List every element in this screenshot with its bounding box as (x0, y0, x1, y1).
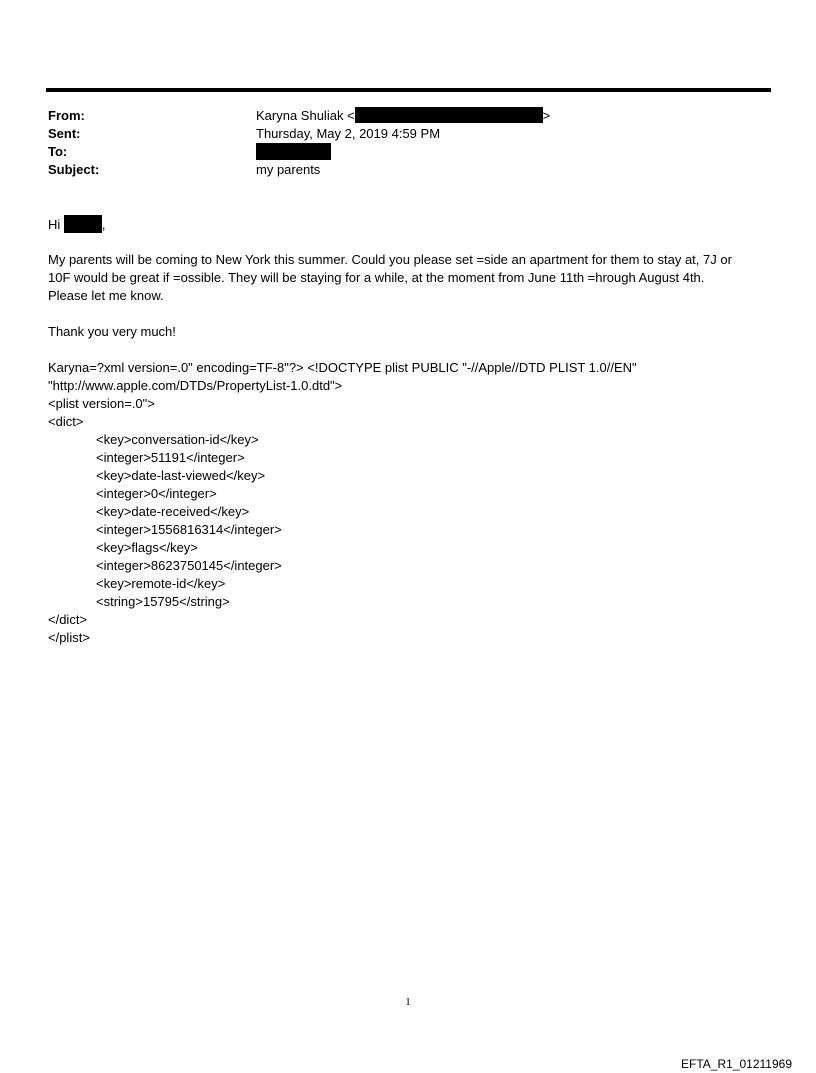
greeting-punct: , (101, 217, 106, 232)
plist-entry: <key>conversation-id</key> (96, 432, 259, 447)
sent-value: Thursday, May 2, 2019 4:59 PM (256, 126, 441, 141)
plist-entry: <integer>51191</integer> (96, 450, 245, 465)
sent-label: Sent: (48, 126, 81, 141)
to-label: To: (48, 144, 68, 159)
from-label: From: (48, 108, 85, 123)
plist-entry: <integer>1556816314</integer> (96, 522, 282, 537)
plist-entry: <key>date-received</key> (96, 504, 250, 519)
plist-line: <dict> (48, 414, 84, 429)
redaction-block (256, 143, 331, 160)
greeting-text: Hi (48, 217, 61, 232)
from-value (256, 107, 550, 125)
document-id: EFTA_R1_01211969 (681, 1057, 792, 1071)
plist-entry: <key>date-last-viewed</key> (96, 468, 266, 483)
plist-entry: <integer>0</integer> (96, 486, 217, 501)
redaction-block (64, 215, 102, 233)
plist-close-line: </dict> (48, 612, 88, 627)
sender-email-close: > (542, 108, 551, 123)
plist-close-line: </plist> (48, 630, 90, 645)
plist-line: "http://www.apple.com/DTDs/PropertyList-1.0.dtd"> (48, 378, 343, 393)
subject-value: my parents (256, 162, 321, 177)
plist-entry: <key>flags</key> (96, 540, 198, 555)
header-rule (46, 88, 771, 92)
page-number: 1 (405, 996, 411, 1008)
paragraph-line: Please let me know. (48, 288, 164, 303)
sender-name: Karyna Shuliak < (256, 108, 355, 123)
to-value (256, 143, 331, 162)
paragraph-line: My parents will be coming to New York this summer. Could you please set =side an apartment for them to stay at, 7J or (48, 252, 732, 267)
plist-entry: <string>15795</string> (96, 594, 230, 609)
subject-label: Subject: (48, 162, 100, 177)
thanks-line: Thank you very much! (48, 324, 176, 339)
greeting (48, 215, 106, 233)
plist-entry: <integer>8623750145</integer> (96, 558, 282, 573)
paragraph-line: 10F would be great if =ossible. They will be staying for a while, at the moment from June 11th =hrough August 4th. (48, 270, 705, 285)
plist-entry: <key>remote-id</key> (96, 576, 226, 591)
plist-line: Karyna=?xml version=.0" encoding=TF-8"?> <!DOCTYPE plist PUBLIC "-//Apple//DTD PLIST 1.0//EN" (48, 360, 637, 375)
plist-line: <plist version=.0"> (48, 396, 155, 411)
redaction-block (355, 107, 543, 123)
